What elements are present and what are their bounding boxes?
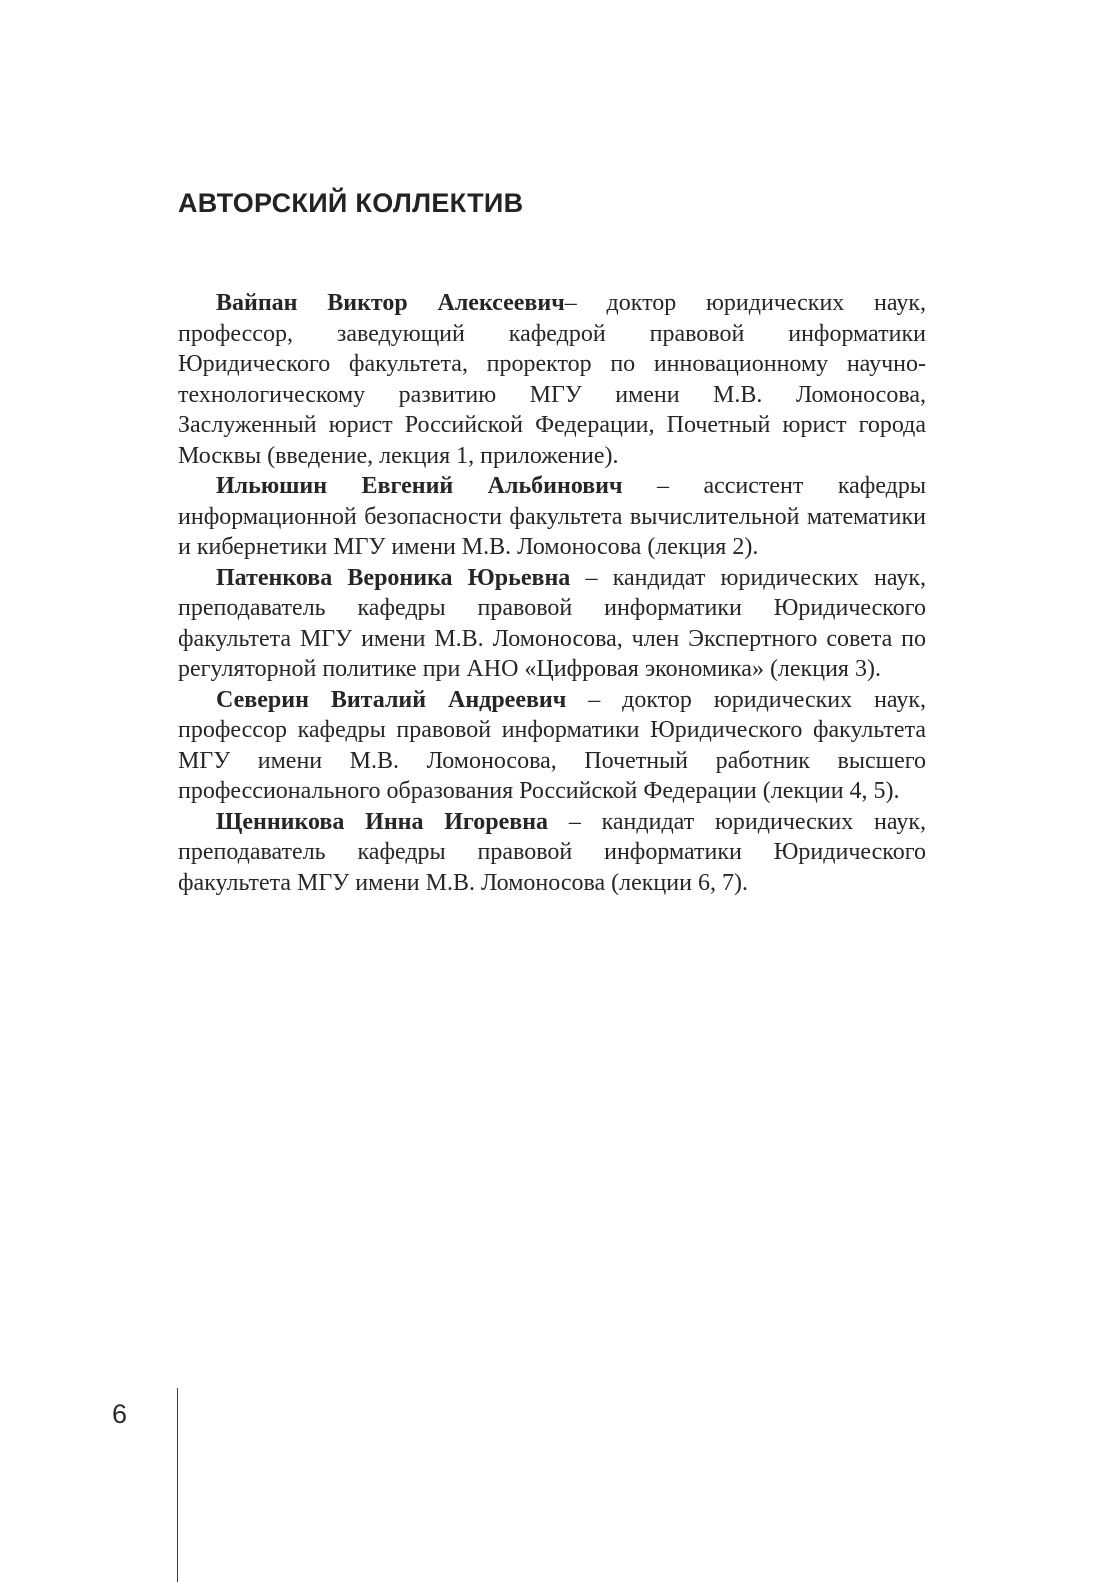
- author-entry-patenkova: [178, 563, 926, 685]
- author-name: Патенкова Вероника Юрьевна: [216, 564, 571, 591]
- author-description: – ассистент кафедры информационной безопасности факультета вычислительной математики и кибернетики МГУ имени М.В. Ломоносова (лекция 2).: [178, 473, 926, 560]
- page-number: 6: [112, 1399, 128, 1429]
- author-name: Северин Виталий Андреевич: [216, 686, 567, 713]
- author-description: – доктор юридических наук, профессор кафедры правовой информатики Юридического факультета МГУ имени М.В. Ломоносова, Почетный работник высшего профессионального образования Российской Федерации (лекции 4, 5).: [178, 686, 927, 804]
- author-entry-vaipan: [178, 288, 926, 471]
- author-name: Щенникова Инна Игоревна: [216, 808, 549, 835]
- author-list: [178, 288, 926, 898]
- page-title: АВТОРСКИЙ КОЛЛЕКТИВ: [178, 188, 524, 218]
- author-name: Ильюшин Евгений Альбинович: [216, 473, 623, 499]
- author-name: Вайпан Виктор Алексеевич: [216, 290, 565, 316]
- author-entry-shchennikova: [178, 807, 926, 899]
- author-entry-ilyushin: [178, 471, 926, 563]
- author-description: – кандидат юридических наук, преподаватель кафедры правовой информатики Юридического факультета МГУ имени М.В. Ломоносова, член Экспертного совета по регуляторной политике при АНО «Цифровая экономика» (лекция 3).: [178, 564, 926, 682]
- author-entry-severin: [178, 685, 926, 807]
- author-description: – доктор юридических наук, профессор, заведующий кафедрой правовой информатики Юридического факультета, проректор по инновационному научно-технологическому развитию МГУ имени М.В. Ломоносова, Заслуженный юрист Российской Федерации, Почетный юрист города Москвы (введение, лекция 1, приложение).: [178, 290, 926, 469]
- margin-rule: [177, 1388, 178, 1582]
- author-description: – кандидат юридических наук, преподаватель кафедры правовой информатики Юридического факультета МГУ имени М.В. Ломоносова (лекции 6, 7).: [178, 808, 926, 896]
